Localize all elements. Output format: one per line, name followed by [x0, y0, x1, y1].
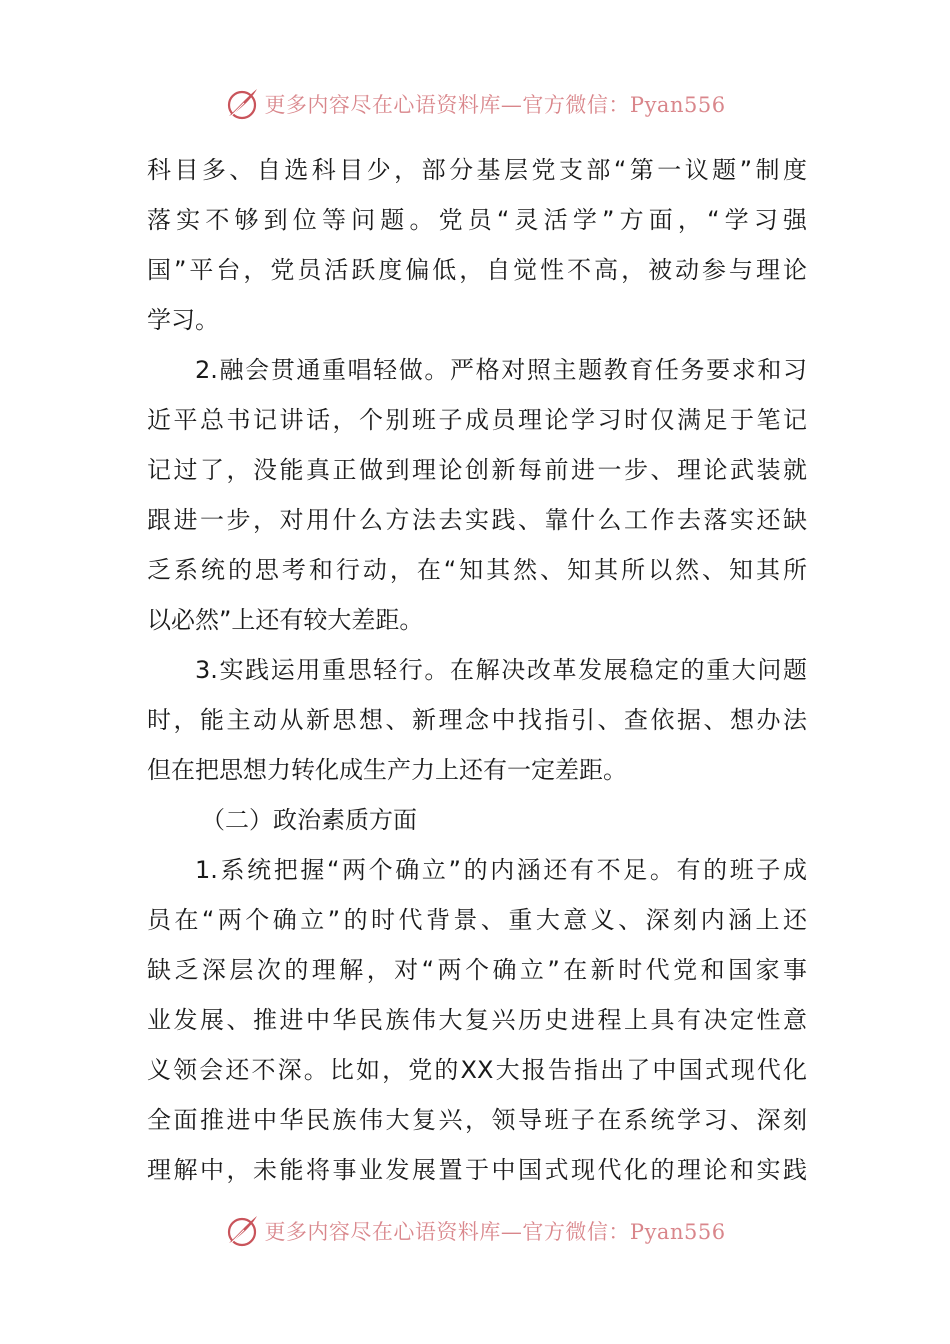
- body-line: 3.实践运用重思轻行。在解决改革发展稳定的重大问题: [195, 656, 807, 684]
- body-line: 时，能主动从新思想、新理念中找指引、查依据、想办法: [147, 706, 807, 734]
- watermark-text: 更多内容尽在心语资料库—官方微信：Pyan556: [264, 1220, 726, 1244]
- body-line: 落实不够到位等问题。党员“灵活学”方面，“学习强: [147, 206, 807, 234]
- section-heading: （二）政治素质方面: [201, 806, 417, 834]
- document-body: [147, 150, 807, 1200]
- body-line: 义领会还不深。比如，党的XX大报告指出了中国式现代化: [147, 1056, 807, 1084]
- body-line: 科目多、自选科目少，部分基层党支部“第一议题”制度: [147, 156, 807, 184]
- body-line: 1.系统把握“两个确立”的内涵还有不足。有的班子成: [195, 856, 807, 884]
- body-line: 全面推进中华民族伟大复兴，领导班子在系统学习、深刻: [147, 1106, 807, 1134]
- body-line: 员在“两个确立”的时代背景、重大意义、深刻内涵上还: [147, 906, 807, 934]
- body-line: 乏系统的思考和行动，在“知其然、知其所以然、知其所: [147, 556, 807, 584]
- watermark-text: 更多内容尽在心语资料库—官方微信：Pyan556: [264, 93, 726, 117]
- body-line: 跟进一步，对用什么方法去实践、靠什么工作去落实还缺: [147, 506, 807, 534]
- feather-pen-circle-icon: [224, 86, 260, 122]
- body-line: 记过了，没能真正做到理论创新每前进一步、理论武装就: [147, 456, 807, 484]
- body-line: 缺乏深层次的理解，对“两个确立”在新时代党和国家事: [147, 956, 807, 984]
- body-line: 学习。: [147, 306, 219, 334]
- footer-watermark: [0, 1211, 950, 1251]
- header-watermark: [0, 84, 950, 124]
- body-line: 理解中，未能将事业发展置于中国式现代化的理论和实践: [147, 1156, 807, 1184]
- body-line: 国”平台，党员活跃度偏低，自觉性不高，被动参与理论: [147, 256, 807, 284]
- body-line: 近平总书记讲话，个别班子成员理论学习时仅满足于笔记: [147, 406, 807, 434]
- body-line: 2.融会贯通重唱轻做。严格对照主题教育任务要求和习: [195, 356, 807, 384]
- body-line: 以必然”上还有较大差距。: [147, 606, 424, 634]
- body-line: 但在把思想力转化成生产力上还有一定差距。: [147, 756, 627, 784]
- feather-pen-circle-icon: [224, 1213, 260, 1249]
- body-line: 业发展、推进中华民族伟大复兴历史进程上具有决定性意: [147, 1006, 807, 1034]
